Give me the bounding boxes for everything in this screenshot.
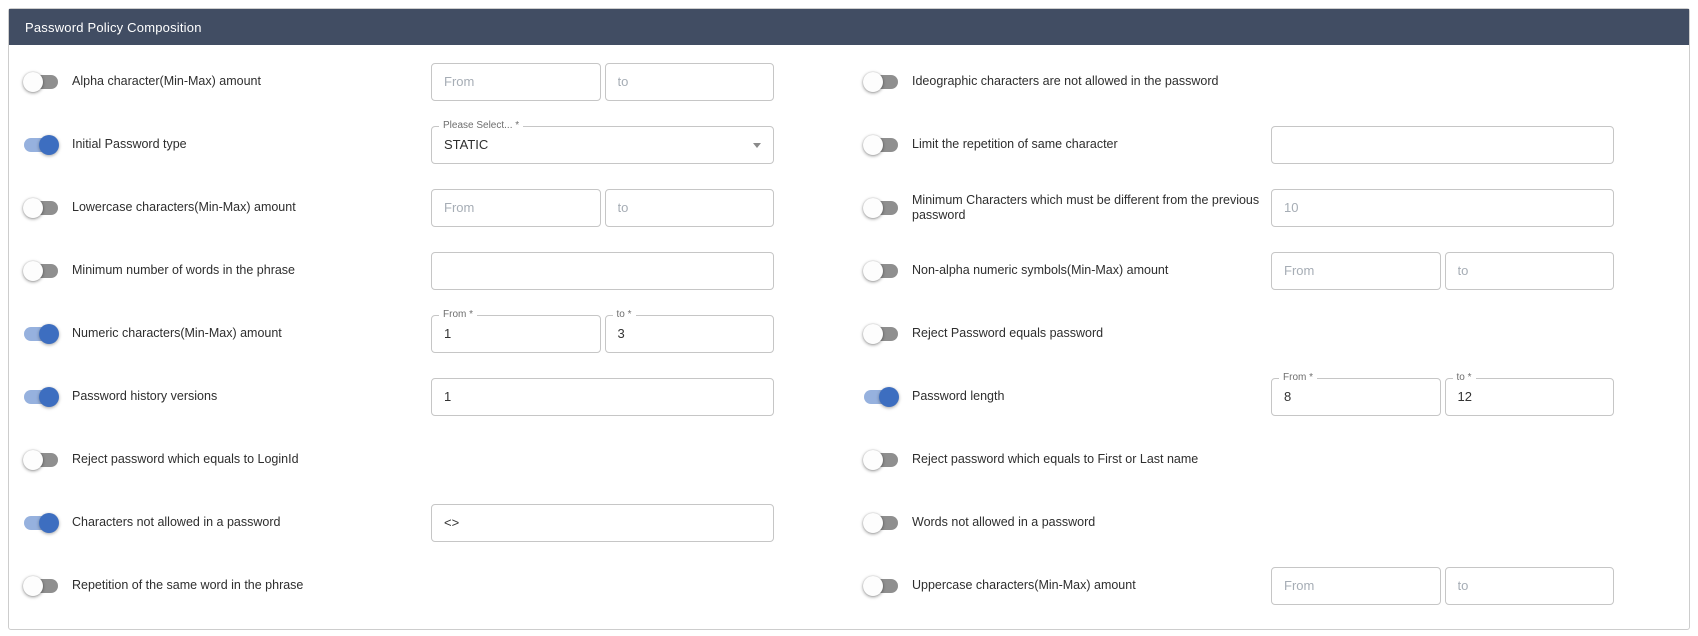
policy-row-non-alpha-symbols	[849, 239, 1689, 302]
toggle-thumb	[23, 261, 43, 281]
toggle-thumb	[863, 324, 883, 344]
policy-label: Non-alpha numeric symbols(Min-Max) amount	[912, 263, 1169, 277]
toggle-password-length[interactable]	[863, 387, 899, 407]
lowercase-from-input[interactable]	[431, 189, 601, 227]
panel-title: Password Policy Composition	[25, 19, 202, 35]
policy-label: Minimum Characters which must be different from the previous password	[912, 192, 1260, 222]
policy-label: Minimum number of words in the phrase	[72, 263, 296, 277]
toggle-chars-not-allowed[interactable]	[23, 513, 59, 533]
toggle-thumb	[39, 513, 59, 533]
policy-label: Password history versions	[72, 389, 218, 403]
policy-row-reject-equals-password	[849, 302, 1689, 365]
toggle-reject-equals-password[interactable]	[863, 324, 899, 344]
toggle-thumb	[863, 198, 883, 218]
toggle-limit-repetition[interactable]	[863, 135, 899, 155]
toggle-reject-loginid[interactable]	[23, 450, 59, 470]
chars-not-allowed-input[interactable]	[431, 504, 774, 542]
field-label: Please Select... *	[439, 119, 523, 132]
non-alpha-to-input[interactable]	[1445, 252, 1615, 290]
toggle-ideographic[interactable]	[863, 72, 899, 92]
policy-label: Reject password which equals to LoginId	[72, 452, 299, 466]
field-label: From *	[1279, 371, 1317, 384]
select-value: STATIC	[444, 137, 489, 152]
field-label: to *	[1453, 371, 1476, 384]
policy-label: Uppercase characters(Min-Max) amount	[912, 578, 1136, 592]
toggle-min-different-chars[interactable]	[863, 198, 899, 218]
policy-label: Lowercase characters(Min-Max) amount	[72, 200, 296, 214]
policy-label: Characters not allowed in a password	[72, 515, 281, 529]
toggle-thumb	[39, 387, 59, 407]
policy-label: Reject Password equals password	[912, 326, 1104, 340]
toggle-lowercase-characters[interactable]	[23, 198, 59, 218]
toggle-thumb	[23, 450, 43, 470]
toggle-thumb	[39, 135, 59, 155]
policy-columns	[9, 45, 1689, 617]
toggle-min-words[interactable]	[23, 261, 59, 281]
toggle-thumb	[863, 576, 883, 596]
policy-label: Repetition of the same word in the phrase	[72, 578, 304, 592]
toggle-initial-password-type[interactable]	[23, 135, 59, 155]
toggle-alpha-character[interactable]	[23, 72, 59, 92]
toggle-non-alpha-symbols[interactable]	[863, 261, 899, 281]
toggle-thumb	[863, 513, 883, 533]
policy-row-alpha-character	[9, 50, 849, 113]
toggle-thumb	[879, 387, 899, 407]
policy-row-password-history	[9, 365, 849, 428]
chevron-down-icon	[753, 143, 761, 148]
toggle-thumb	[863, 135, 883, 155]
uppercase-from-input[interactable]	[1271, 567, 1441, 605]
policy-row-initial-password-type	[9, 113, 849, 176]
toggle-thumb	[23, 576, 43, 596]
uppercase-to-input[interactable]	[1445, 567, 1615, 605]
toggle-reject-first-last-name[interactable]	[863, 450, 899, 470]
policy-label: Words not allowed in a password	[912, 515, 1096, 529]
field-label: From *	[439, 308, 477, 321]
toggle-thumb	[23, 198, 43, 218]
toggle-thumb	[23, 72, 43, 92]
policy-label: Reject password which equals to First or Last name	[912, 452, 1199, 466]
policy-row-reject-loginid	[9, 428, 849, 491]
min-different-chars-input[interactable]	[1271, 189, 1614, 227]
policy-row-chars-not-allowed	[9, 491, 849, 554]
toggle-thumb	[863, 72, 883, 92]
right-column	[849, 50, 1689, 617]
policy-row-word-repetition	[9, 554, 849, 617]
toggle-thumb	[863, 261, 883, 281]
policy-label: Alpha character(Min-Max) amount	[72, 74, 261, 88]
policy-row-reject-first-last-name	[849, 428, 1689, 491]
policy-row-password-length	[849, 365, 1689, 428]
toggle-password-history[interactable]	[23, 387, 59, 407]
password-policy-panel	[8, 8, 1690, 630]
policy-label: Password length	[912, 389, 1005, 403]
toggle-words-not-allowed[interactable]	[863, 513, 899, 533]
toggle-word-repetition[interactable]	[23, 576, 59, 596]
policy-row-uppercase-characters	[849, 554, 1689, 617]
policy-row-min-words	[9, 239, 849, 302]
panel-header	[9, 9, 1689, 45]
policy-row-min-different-chars	[849, 176, 1689, 239]
policy-label: Ideographic characters are not allowed in the password	[912, 74, 1219, 88]
toggle-uppercase-characters[interactable]	[863, 576, 899, 596]
alpha-to-input[interactable]	[605, 63, 775, 101]
policy-label: Numeric characters(Min-Max) amount	[72, 326, 282, 340]
alpha-from-input[interactable]	[431, 63, 601, 101]
limit-repetition-input[interactable]	[1271, 126, 1614, 164]
left-column	[9, 50, 849, 617]
toggle-thumb	[39, 324, 59, 344]
policy-row-ideographic	[849, 50, 1689, 113]
lowercase-to-input[interactable]	[605, 189, 775, 227]
policy-label: Limit the repetition of same character	[912, 137, 1118, 151]
policy-label: Initial Password type	[72, 137, 187, 151]
password-history-input[interactable]	[431, 378, 774, 416]
toggle-thumb	[863, 450, 883, 470]
field-label: to *	[613, 308, 636, 321]
policy-row-lowercase-characters	[9, 176, 849, 239]
policy-row-numeric-characters	[9, 302, 849, 365]
policy-row-words-not-allowed	[849, 491, 1689, 554]
non-alpha-from-input[interactable]	[1271, 252, 1441, 290]
toggle-numeric-characters[interactable]	[23, 324, 59, 344]
min-words-input[interactable]	[431, 252, 774, 290]
policy-row-limit-repetition	[849, 113, 1689, 176]
